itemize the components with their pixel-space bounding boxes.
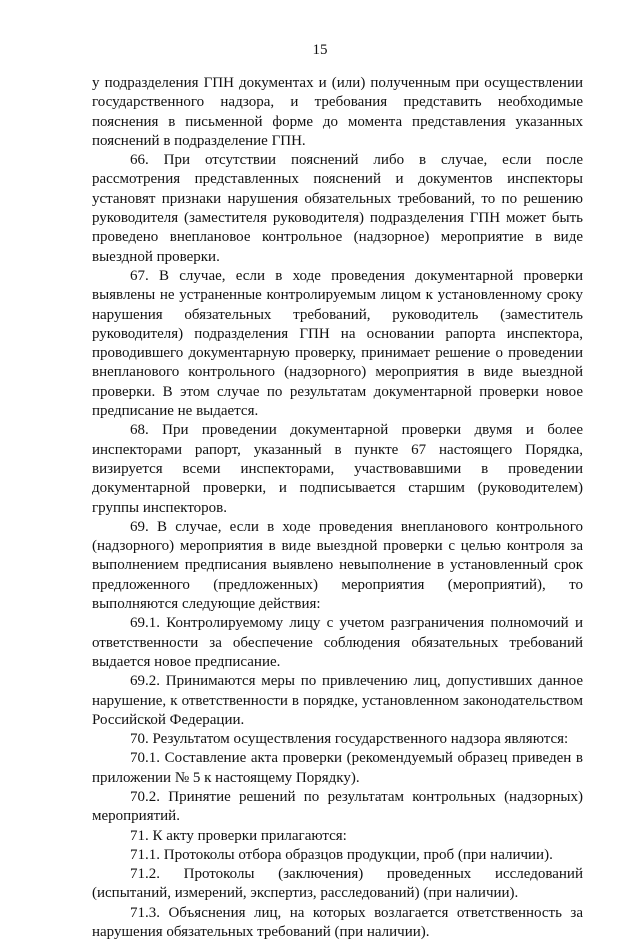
paragraph-66: 66. При отсутствии пояснений либо в случае, если после рассмотрения представленных пояснений и документов инспекторы установят признаки нарушения обязательных требований, то по решению руководителя (заместителя руководителя) подразделения ГПН может быть проведено внеплановое контрольное (надзорное) мероприятие в виде выездной проверки. <box>92 152 583 265</box>
paragraph-71-2: 71.2. Протоколы (заключения) проведенных исследований (испытаний, измерений, экспертиз, расследований) (при наличии). <box>92 866 583 902</box>
paragraph-69: 69. В случае, если в ходе проведения внепланового контрольного (надзорного) мероприятия в виде выездной проверки с целью контроля за выполнением предписания выявлено невыполнение в установленный срок предложенного (предложенных) мероприятия (мероприятий), то выполняются следующие действия: <box>92 518 583 613</box>
paragraph-68: 68. При проведении документарной проверки двумя и более инспекторами рапорт, указанный в пункте 67 настоящего Порядка, визируется всеми инспекторами, участвовавшими в проведении документарной проверки, и подписывается старшим (руководителем) группы инспекторов. <box>92 422 583 516</box>
paragraph-71: 71. К акту проверки прилагаются: <box>130 827 347 844</box>
body-text <box>92 74 583 942</box>
paragraph-continuation: у подразделения ГПН документах и (или) полученным при осуществлении государственного надзора, и требования представить необходимые пояснения в письменной форме до момента представления указанных пояснений в подразделение ГПН. <box>92 75 583 149</box>
paragraph-70-2: 70.2. Принятие решений по результатам контрольных (надзорных) мероприятий. <box>92 788 583 825</box>
paragraph-70: 70. Результатом осуществления государственного надзора являются: <box>130 731 569 748</box>
paragraph-71-3: 71.3. Объяснения лиц, на которых возлагается ответственность за нарушения обязательных требований (при наличии). <box>92 904 583 941</box>
paragraph-70-1: 70.1. Составление акта проверки (рекомендуемый образец приведен в приложении № 5 к настоящему Порядку). <box>92 750 583 786</box>
paragraph-71-1: 71.1. Протоколы отбора образцов продукции, проб (при наличии). <box>130 846 553 863</box>
paragraph-69-2: 69.2. Принимаются меры по привлечению лиц, допустивших данное нарушение, к ответственности в порядке, установленном законодательством Российской Федерации. <box>92 673 583 728</box>
page-number: 15 <box>312 42 328 58</box>
paragraph-67: 67. В случае, если в ходе проведения документарной проверки выявлены не устраненные контролируемым лицом к установленному сроку нарушения обязательных требований, руководитель (заместитель руководителя) подразделения ГПН на основании рапорта инспектора, проводившего документарную проверку, принимает решение о проведении внепланового контрольного (надзорного) мероприятия в виде выездной проверки. В этом случае по результатам документарной проверки новое предписание не выдается. <box>92 267 583 420</box>
paragraph-69-1: 69.1. Контролируемому лицу с учетом разграничения полномочий и ответственности за обеспечение соблюдения обязательных требований выдается новое предписание. <box>92 615 583 670</box>
